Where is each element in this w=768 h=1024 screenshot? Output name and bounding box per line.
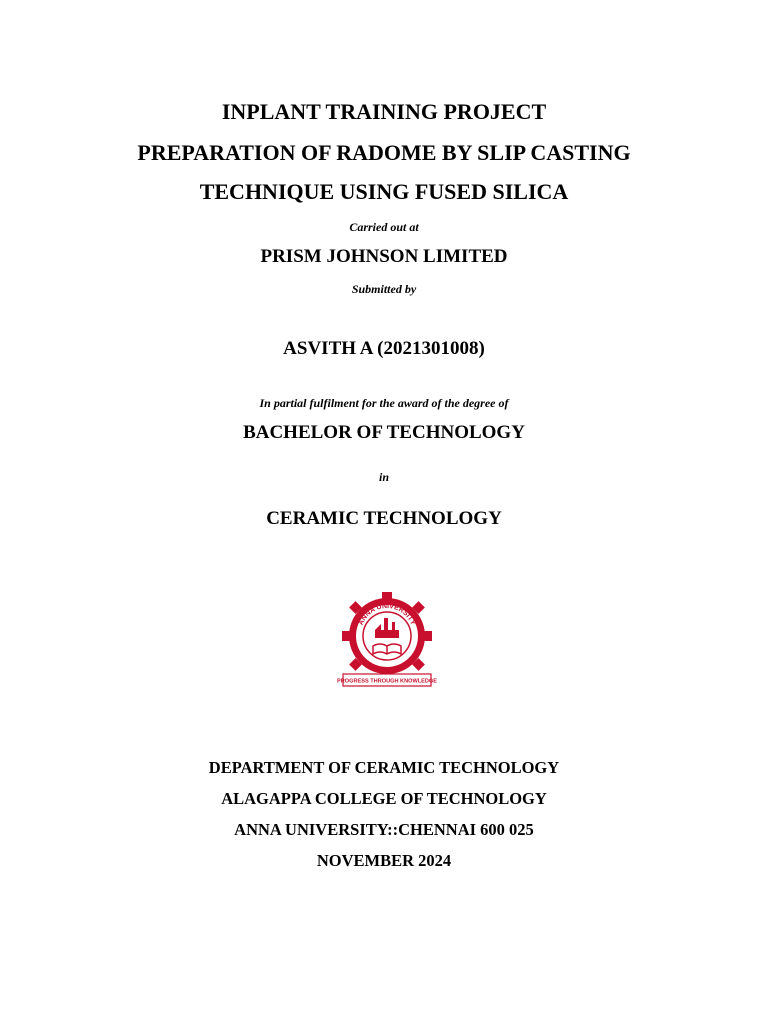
degree-name: BACHELOR OF TECHNOLOGY [243, 422, 525, 443]
logo-motto: PROGRESS THROUGH KNOWLEDGE [337, 678, 437, 685]
submission-date: NOVEMBER 2024 [316, 851, 452, 870]
in-label: in [378, 470, 389, 484]
university-name: ANNA UNIVERSITY::CHENNAI 600 025 [234, 820, 534, 839]
fulfilment-text: In partial fulfilment for the award of the degree of [259, 396, 509, 410]
project-type-heading: INPLANT TRAINING PROJECT [221, 99, 547, 124]
student-name: ASVITH A (2021301008) [283, 338, 485, 359]
department-name: DEPARTMENT OF CERAMIC TECHNOLOGY [208, 758, 560, 777]
anna-university-logo-icon [337, 590, 437, 688]
carried-out-label: Carried out at [349, 220, 419, 234]
discipline-name: CERAMIC TECHNOLOGY [266, 508, 502, 529]
title-line-2: TECHNIQUE USING FUSED SILICA [199, 179, 569, 204]
title-line-1: PREPARATION OF RADOME BY SLIP CASTING [137, 140, 631, 165]
logo-arc-text: ANNA UNIVERSITY [357, 602, 417, 627]
college-name: ALAGAPPA COLLEGE OF TECHNOLOGY [221, 789, 547, 808]
submitted-by-label: Submitted by [351, 282, 417, 296]
company-name: PRISM JOHNSON LIMITED [260, 246, 508, 267]
